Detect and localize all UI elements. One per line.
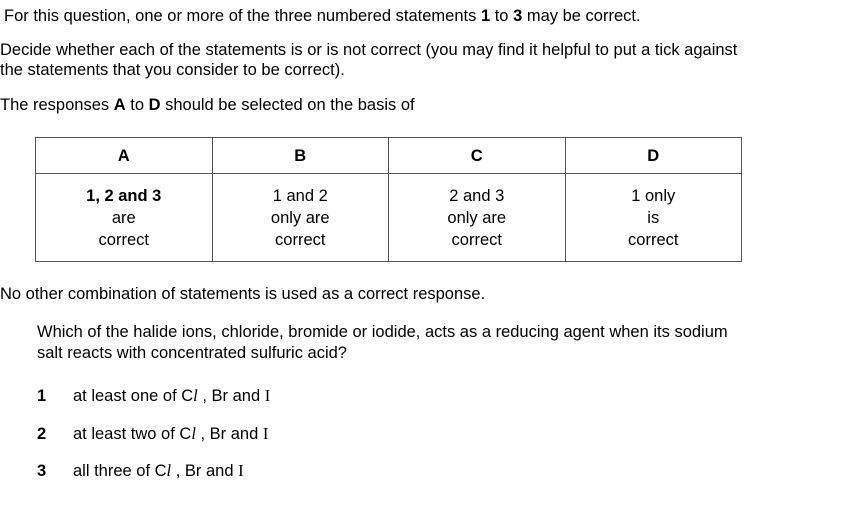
statement-text: l: [191, 424, 196, 443]
key-cell-line: correct: [451, 230, 502, 249]
bold-letter: A: [113, 96, 126, 114]
key-body-row: [36, 174, 742, 262]
key-cell-b: [212, 174, 389, 262]
key-cell-line: correct: [275, 230, 326, 249]
responses-paragraph: [0, 95, 415, 115]
statement-number: 3: [37, 462, 47, 480]
intro-text: For this: [4, 7, 60, 25]
intro-text: to: [490, 7, 514, 25]
key-cell-c: [389, 174, 566, 262]
key-cell-line: correct: [98, 230, 149, 249]
key-cell-line: 1 only: [631, 186, 676, 205]
bold-number: 1: [480, 7, 491, 25]
statement-text: at least one of C: [73, 387, 194, 405]
intro-text: question, one or more of the three numbered statements: [59, 7, 481, 25]
key-cell-line: are: [111, 208, 136, 227]
response-key-table: [35, 137, 742, 262]
key-cell-line: is: [647, 208, 660, 227]
responses-text: to: [125, 96, 149, 114]
statement-2: [37, 424, 268, 444]
no-other-note: No other combination of statements is used as a correct response.: [0, 285, 486, 303]
responses-text: should be selected on the basis of: [160, 96, 415, 114]
statement-number: 2: [37, 425, 47, 443]
statement-text: at least two of C: [73, 425, 192, 443]
key-cell-line: 1 and 2: [272, 186, 328, 205]
key-cell-line: only are: [447, 208, 507, 227]
statement-text: l: [193, 386, 198, 405]
key-cell-line: 2 and 3: [449, 186, 505, 205]
decide-paragraph: [0, 40, 737, 80]
statement-text: l: [166, 461, 172, 480]
decide-line: Decide whether each of the statements is or is not correct (you may find it helpful to put a tick against: [0, 41, 738, 59]
decide-line: the statements that you consider to be correct).: [0, 61, 345, 79]
statement-text: all three of C: [73, 462, 167, 480]
statement-text: I: [238, 461, 244, 480]
key-header-row: [36, 138, 742, 174]
key-cell-line: 1, 2 and 3: [86, 186, 162, 205]
statement-text: , Br and: [171, 462, 239, 480]
key-header-a: A: [36, 138, 213, 174]
key-cell-a: [36, 174, 213, 262]
key-header-c: C: [389, 138, 566, 174]
statement-3: [37, 461, 244, 481]
bold-number: 3: [513, 7, 523, 25]
question-line: salt reacts with concentrated sulfuric acid?: [37, 344, 347, 362]
key-cell-line: only are: [270, 208, 330, 227]
statement-text: I: [262, 424, 269, 443]
statement-text: , Br and: [195, 425, 263, 443]
statement-text: I: [264, 386, 271, 405]
key-cell-line: correct: [628, 230, 679, 249]
responses-text: The responses: [0, 96, 114, 114]
intro-text: may be correct.: [522, 7, 641, 25]
statement-1: [37, 386, 270, 406]
instruction-intro: [4, 6, 641, 26]
bold-letter: D: [148, 96, 161, 114]
question-stem: [37, 322, 853, 364]
key-header-b: B: [212, 138, 389, 174]
statement-text: , Br and: [197, 387, 265, 405]
key-cell-d: [565, 174, 742, 262]
key-header-d: D: [565, 138, 742, 174]
statement-number: 1: [37, 387, 47, 405]
question-line: Which of the halide ions, chloride, bromide or iodide, acts as a reducing agent when its sodium: [37, 323, 728, 341]
